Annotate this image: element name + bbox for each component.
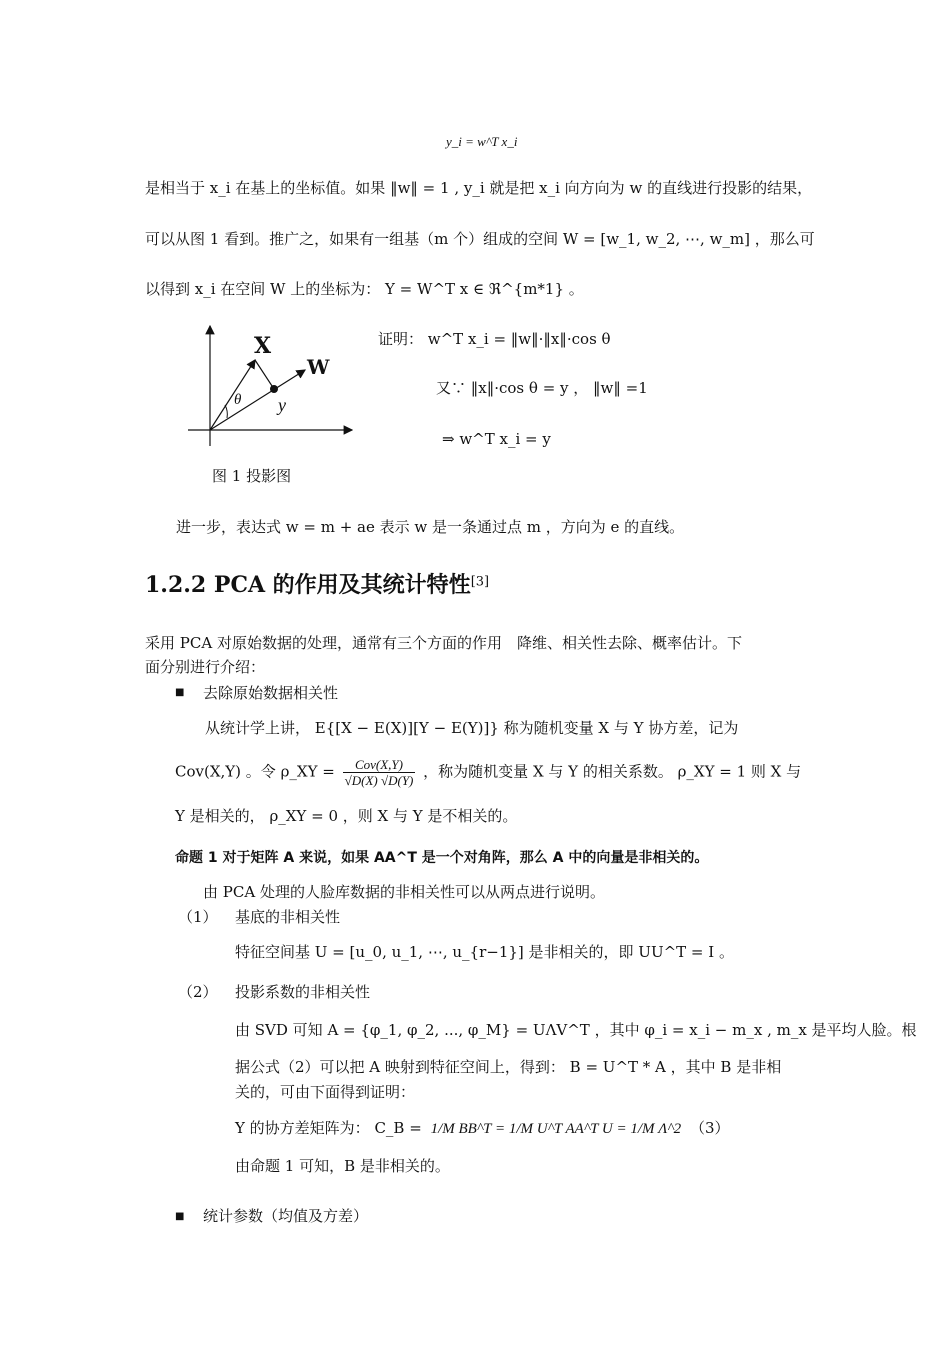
figure-label-y: y xyxy=(278,395,286,415)
cov-line2-pre: Cov(X,Y) 。令 ρ_XY = xyxy=(175,762,335,781)
para1-line2: 可以从图 1 看到。推广之，如果有一组基（m 个）组成的空间 W = [w_1, w_2, ⋯, w_m] ，那么可 xyxy=(145,230,815,248)
para2: 进一步，表达式 w = m + ae 表示 w 是一条通过点 m ，方向为 e 的直线。 xyxy=(176,518,685,536)
item2-cov-eq: 1/M BB^T = 1/M U^T AA^T U = 1/M Λ^2 xyxy=(430,1121,682,1137)
proposition: 命题 1 对于矩阵 A 来说，如果 AA^T 是一个对角阵，那么 A 中的向量是非相关的。 xyxy=(175,850,709,866)
figure-caption: 图 1 投影图 xyxy=(212,467,292,485)
section-title: 1.2.2 PCA 的作用及其统计特性 xyxy=(145,572,471,598)
cov-line2 xyxy=(175,757,801,788)
para4: 由 PCA 处理的人脸库数据的非相关性可以从两点进行说明。 xyxy=(203,883,605,901)
item2-cov-pre: Y 的协方差矩阵为： C_B = xyxy=(235,1119,422,1137)
equation-number-3: （3） xyxy=(690,1119,730,1137)
item2-line4: 由命题 1 可知，B 是非相关的。 xyxy=(235,1157,450,1175)
cov-line1: 从统计学上讲， E{[X − E(X)][Y − E(Y)]} 称为随机变量 X 与 Y 协方差，记为 xyxy=(205,719,739,737)
item2-number: （2） xyxy=(178,983,218,1001)
rho-denominator: √D(X) √D(Y) xyxy=(344,773,414,788)
proof-line3: ⇒ w^T x_i = y xyxy=(442,430,551,448)
item2-line2: 据公式（2）可以把 A 映射到特征空间上，得到： B = U^T * A ，其中 B 是非相 xyxy=(235,1058,782,1076)
figure-label-x: X xyxy=(254,333,272,359)
equation-top: y_i = w^T x_i xyxy=(446,134,518,149)
bullet1-text: 去除原始数据相关性 xyxy=(203,684,339,702)
bullet2-text: 统计参数（均值及方差） xyxy=(203,1207,369,1225)
item2-line1: 由 SVD 可知 A = {φ_1, φ_2, ..., φ_M} = UΛV^T ，其中 φ_i = x_i − m_x , m_x 是平均人脸。根 xyxy=(235,1021,917,1039)
bullet-icon: ■ xyxy=(175,1211,185,1222)
cov-line2-post: ，称为随机变量 X 与 Y 的相关系数。 ρ_XY = 1 则 X 与 xyxy=(423,762,802,781)
vector-w xyxy=(210,370,305,430)
projection-point xyxy=(270,385,278,393)
vector-x xyxy=(210,360,255,430)
item1-text: 特征空间基 U = [u_0, u_1, ⋯, u_{r−1}] 是非相关的，即 UU^T = I 。 xyxy=(235,943,734,961)
proof-line1: 证明： w^T x_i = ‖w‖·‖x‖·cos θ xyxy=(378,330,611,348)
item2-title: 投影系数的非相关性 xyxy=(235,983,371,1001)
item1-number: （1） xyxy=(178,908,218,926)
section-heading xyxy=(145,568,489,599)
cov-line3: Y 是相关的， ρ_XY = 0 ，则 X 与 Y 是不相关的。 xyxy=(175,807,518,825)
bullet-icon: ■ xyxy=(175,687,185,698)
item2-cov-line xyxy=(235,1118,681,1139)
figure-label-theta: θ xyxy=(234,392,242,408)
rho-fraction xyxy=(343,757,416,788)
proof-line2: 又∵ ‖x‖·cos θ = y ， ‖w‖ =1 xyxy=(436,379,648,397)
figure-label-w: W xyxy=(307,355,330,379)
rho-numerator: Cov(X,Y) xyxy=(343,757,416,773)
projection-line xyxy=(255,360,274,389)
para3-line1: 采用 PCA 对原始数据的处理，通常有三个方面的作用 降维、相关性去除、概率估计。下 xyxy=(145,634,742,652)
para3-line2: 面分别进行介绍： xyxy=(145,658,266,676)
item2-line3: 关的，可由下面得到证明： xyxy=(235,1083,416,1101)
para1-line3: 以得到 x_i 在空间 W 上的坐标为： Y = W^T x ∈ ℜ^{m*1} 。 xyxy=(145,280,584,298)
section-ref: [3] xyxy=(470,574,490,590)
para1-line1: 是相当于 x_i 在基上的坐标值。如果 ‖w‖ = 1 , y_i 就是把 x_i 向方向为 w 的直线进行投影的结果， xyxy=(145,179,813,197)
item1-title: 基底的非相关性 xyxy=(235,908,341,926)
